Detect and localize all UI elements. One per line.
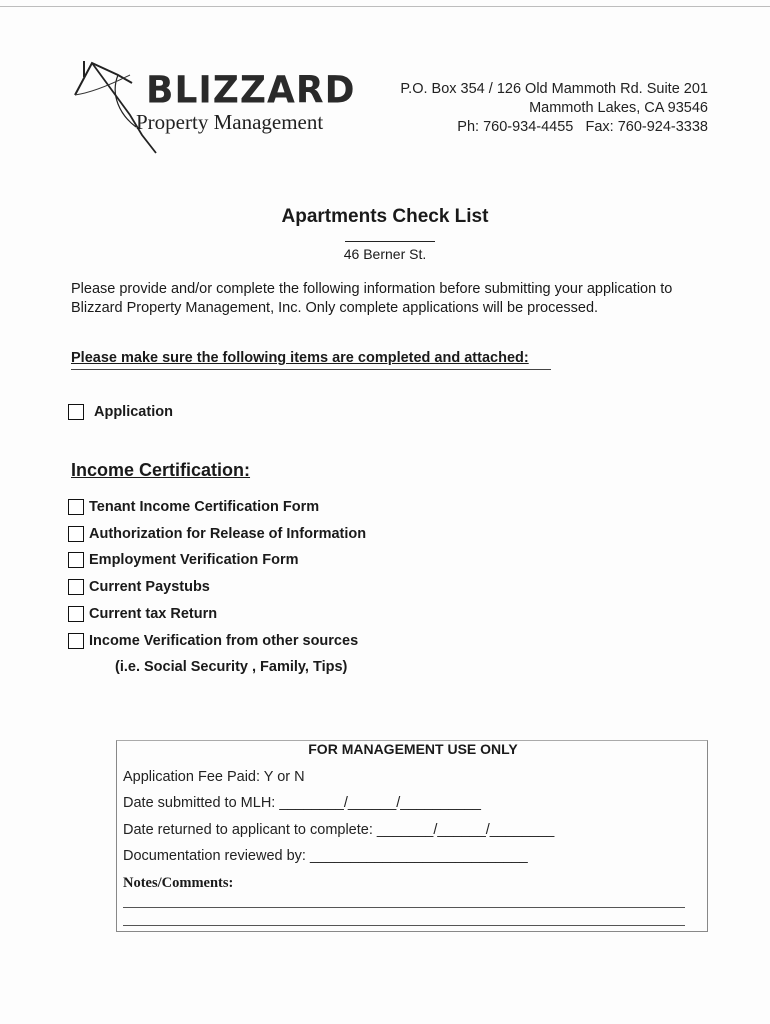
current-tax-return-checkbox[interactable] <box>68 606 84 622</box>
top-rule <box>0 6 770 7</box>
checklist-item-label: Authorization for Release of Information <box>89 526 367 542</box>
logo-wordmark: BLIZZARD <box>146 68 356 113</box>
application-label: Application <box>94 404 173 420</box>
notes-line-2[interactable] <box>123 925 685 926</box>
page-title: Apartments Check List <box>281 206 489 227</box>
address-underline <box>345 241 435 242</box>
documentation-reviewed-field[interactable]: Documentation reviewed by: ___________________________ <box>123 848 528 864</box>
income-certification-heading: Income Certification: <box>71 460 251 480</box>
current-paystubs-checkbox[interactable] <box>68 579 84 595</box>
application-checkbox[interactable] <box>68 404 84 420</box>
company-address <box>400 80 708 137</box>
income-other-sources-checkbox[interactable] <box>68 633 84 649</box>
instruction-heading: Please make sure the following items are completed and attached: <box>71 350 529 366</box>
address-line-1: P.O. Box 354 / 126 Old Mammoth Rd. Suite 201 <box>400 81 708 97</box>
income-sources-note: (i.e. Social Security , Family, Tips) <box>115 659 348 675</box>
notes-comments-label: Notes/Comments: <box>123 875 234 891</box>
property-address: 46 Berner St. <box>343 246 427 262</box>
logo-subtitle: Property Management <box>136 110 324 134</box>
tenant-income-form-checkbox[interactable] <box>68 499 84 515</box>
management-box-title: FOR MANAGEMENT USE ONLY <box>308 741 518 757</box>
management-use-box <box>116 740 708 932</box>
date-submitted-field[interactable]: Date submitted to MLH: ________/______/__________ <box>123 795 481 811</box>
authorization-release-checkbox[interactable] <box>68 526 84 542</box>
checklist-item-label: Tenant Income Certification Form <box>89 499 320 515</box>
checklist-item-label: Current Paystubs <box>89 579 210 595</box>
checklist-item-label: Employment Verification Form <box>89 552 299 568</box>
checklist-item-label: Income Verification from other sources <box>89 633 359 649</box>
phone-fax-line: Ph: 760-934-4455 Fax: 760-924-3338 <box>457 119 708 135</box>
date-returned-field[interactable]: Date returned to applicant to complete: _______/______/________ <box>123 822 555 838</box>
instruction-underline <box>71 369 551 370</box>
employment-verification-checkbox[interactable] <box>68 552 84 568</box>
fee-paid-field[interactable]: Application Fee Paid: Y or N <box>123 769 305 785</box>
address-line-2: Mammoth Lakes, CA 93546 <box>529 100 708 116</box>
checklist-item-label: Current tax Return <box>89 606 218 622</box>
intro-paragraph: Please provide and/or complete the following information before submitting your application to Blizzard Property Management, Inc. Only complete applications will be processed. <box>71 281 673 316</box>
notes-line-1[interactable] <box>123 907 685 908</box>
